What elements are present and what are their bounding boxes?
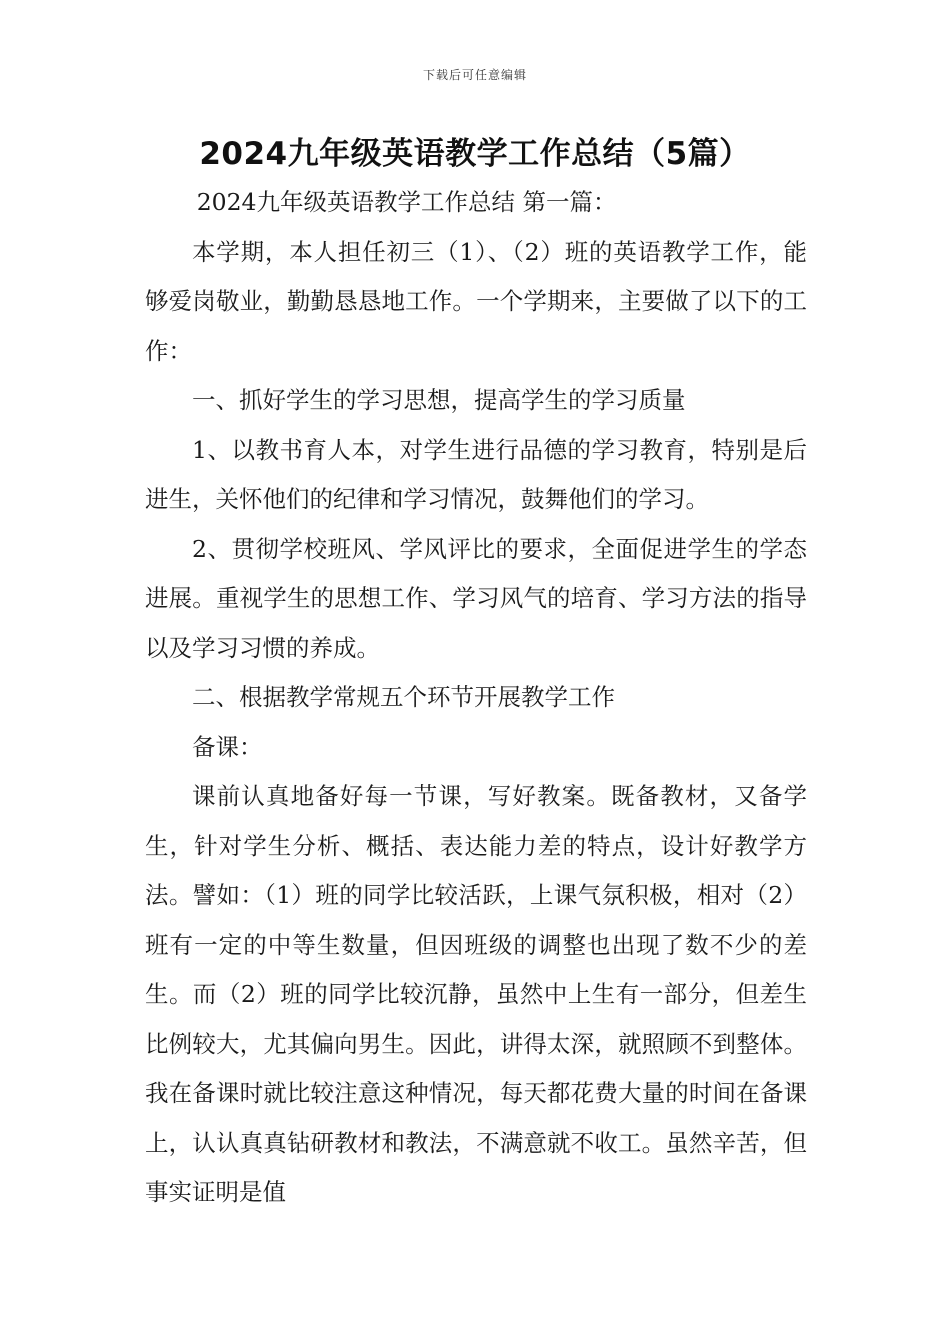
section-subtitle: 2024九年级英语教学工作总结 第一篇： bbox=[196, 188, 617, 216]
section-heading-one: 一、抓好学生的学习思想，提高学生的学习质量 bbox=[192, 386, 686, 414]
paragraph-item-2: 2、贯彻学校班风、学风评比的要求，全面促进学生的学态进展。重视学生的思想工作、学习风气的培育、学习方法的指导以及学习习惯的养成。 bbox=[145, 534, 807, 662]
section-heading-two: 二、根据教学常规五个环节开展教学工作 bbox=[192, 683, 615, 711]
paragraph-lesson-prep: 课前认真地备好每一节课，写好教案。既备教材，又备学生，针对学生分析、概括、表达能力差的特点，设计好教学方法。譬如：（1）班的同学比较活跃，上课气氛积极，相对（2）班有一定的中等生数量，但因班级的调整也出现了数不少的差生。而（2）班的同学比较沉静，虽然中上生有一部分，但差生比例较大，尤其偏向男生。因此，讲得太深，就照顾不到整体。我在备课时就比较注意这种情况，每天都花费大量的时间在备课上，认认真真钻研教材和教法，不满意就不收工。虽然辛苦，但事实证明是值 bbox=[145, 782, 807, 1206]
document-body bbox=[145, 178, 807, 1218]
paragraph-item-1: 1、以教书育人本，对学生进行品德的学习教育，特别是后进生，关怀他们的纪律和学习情况，鼓舞他们的学习。 bbox=[145, 435, 807, 513]
header-note: 下载后可任意编辑 bbox=[422, 68, 527, 82]
paragraph-intro: 本学期，本人担任初三（1）、（2）班的英语教学工作，能够爱岗敬业，勤勤恳恳地工作。一个学期来，主要做了以下的工作： bbox=[145, 237, 807, 365]
sub-heading-lesson-prep: 备课： bbox=[192, 732, 263, 761]
document-title: 2024九年级英语教学工作总结（5篇） bbox=[199, 136, 751, 172]
